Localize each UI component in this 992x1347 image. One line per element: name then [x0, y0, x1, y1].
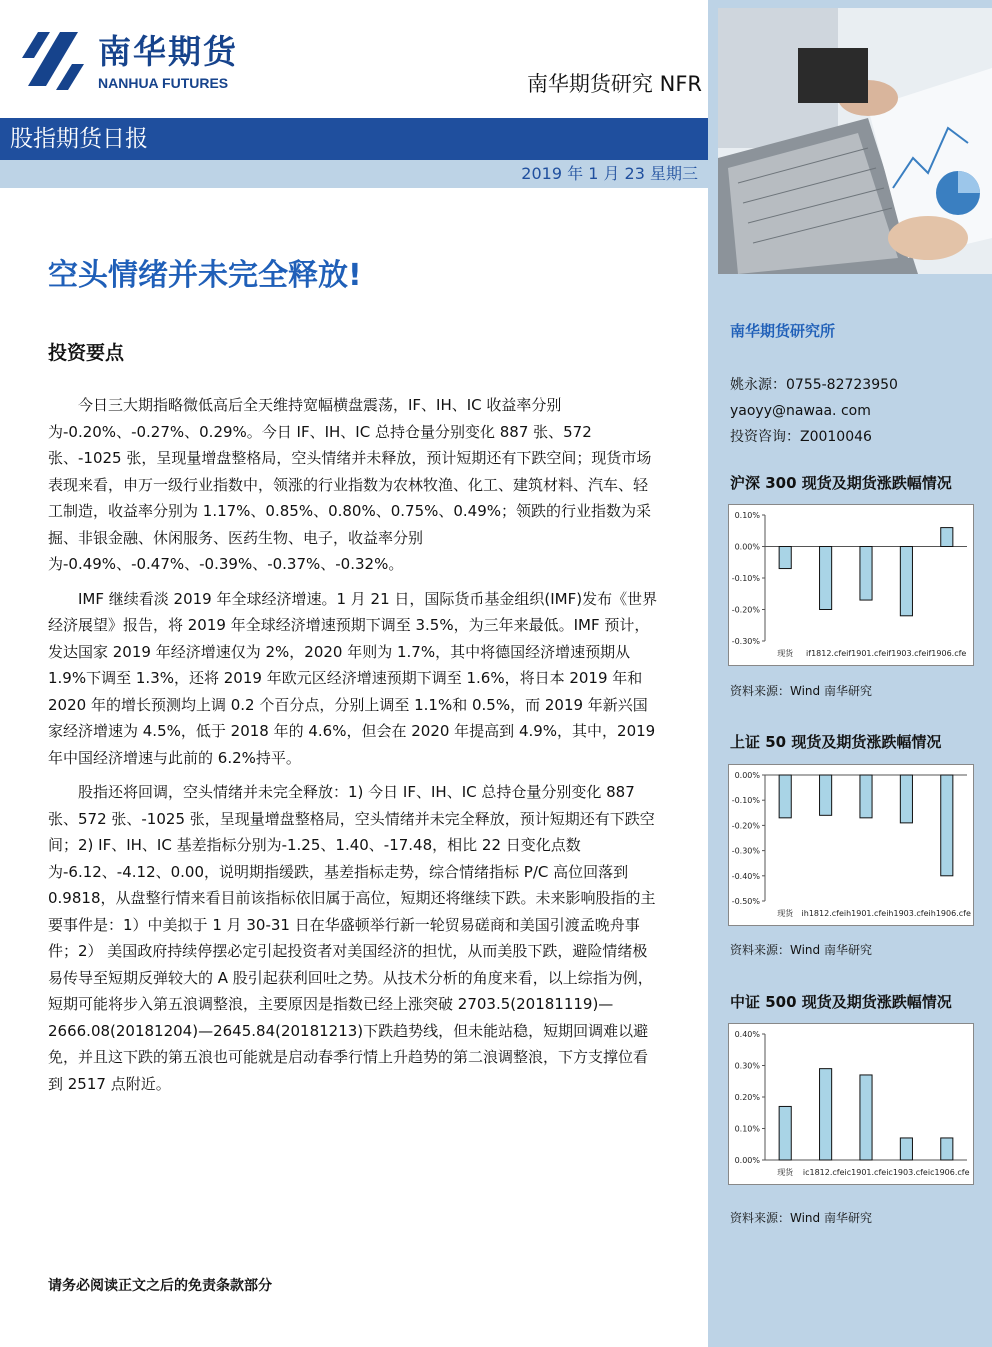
y-tick-label: -0.50% — [731, 897, 760, 906]
y-tick-label: -0.40% — [731, 871, 760, 881]
x-tick-label: ic1812.cfeic1901.cfeic1903.cfeic1906.cfe — [802, 1168, 970, 1177]
y-tick-label: 0.00% — [734, 542, 760, 552]
section-title: 投资要点 — [48, 342, 125, 364]
chart-title: 上证 50 现货及期货涨跌幅情况 — [730, 733, 942, 751]
analyst-name-phone: 姚永源：0755-82723950 — [730, 377, 898, 393]
y-tick-label: -0.10% — [731, 796, 760, 806]
laptop-chart-photo-icon — [718, 8, 992, 274]
x-tick-label: ih1812.cfeih1901.cfeih1903.cfeih1906.cfe — [801, 909, 971, 918]
bar — [779, 547, 791, 569]
bar — [900, 1138, 912, 1160]
bar — [820, 775, 832, 815]
bar — [900, 775, 912, 823]
y-tick-label: -0.20% — [731, 605, 760, 615]
y-tick-label: 0.30% — [734, 1061, 760, 1071]
chart-title: 中证 500 现货及期货涨跌幅情况 — [730, 993, 952, 1011]
chart-source: 资料来源：Wind 南华研究 — [730, 943, 872, 957]
bar — [900, 547, 912, 616]
logo-chinese-name: 南华期货 — [98, 32, 238, 71]
bar — [779, 1106, 791, 1160]
bar — [860, 547, 872, 601]
headline: 空头情绪并未完全释放! — [48, 258, 362, 293]
bar — [820, 547, 832, 610]
y-tick-label: -0.30% — [731, 637, 760, 646]
bar — [860, 775, 872, 818]
report-type: 股指期货日报 — [10, 126, 148, 152]
chart-source: 资料来源：Wind 南华研究 — [730, 684, 872, 698]
bar — [820, 1069, 832, 1160]
paragraph: 今日三大期指略微低高后全天维持宽幅横盘震荡，IF、IH、IC 收益率分别为-0.20%、-0.27%、0.29%。今日 IF、IH、IC 总持仓量分别变化 887 张、572 张、-1025 张，呈现量增盘整格局，空头情绪并未释放，预计短期还有下跌空间；现货市场表现来看，申万一级行业指数中，领涨的行业指数为农林牧渔、化工、建筑材料、汽车、轻工制造，收益率分别为 1.17%、0.85%、0.80%、0.75%、0.49%；领跌的行业指数为采掘、非银金融、休闲服务、医药生物、电子，收益率分别为-0.49%、-0.47%、-0.39%、-0.37%、-0.32%。 — [48, 396, 652, 573]
research-institute: 南华期货研究所 — [730, 322, 836, 340]
x-tick-label: 现货 — [777, 1168, 794, 1177]
analyst-contact — [730, 372, 898, 450]
nanhua-logo-icon — [20, 28, 86, 94]
chart-zz500 — [728, 1023, 974, 1185]
logo-english-name: NANHUA FUTURES — [98, 75, 229, 91]
y-tick-label: -0.20% — [731, 821, 760, 831]
body-text — [48, 392, 662, 1105]
x-tick-label: 现货 — [777, 649, 794, 658]
analyst-email: yaoyy@nawaa. com — [730, 403, 871, 419]
chart-zz500-svg — [729, 1024, 973, 1184]
chart-sz50 — [728, 764, 974, 926]
y-tick-label: -0.10% — [731, 574, 760, 583]
paragraph: IMF 继续看淡 2019 年全球经济增速。1 月 21 日，国际货币基金组织(IMF)发布《世界经济展望》报告，将 2019 年全球经济增速预期下调至 3.5%，为三年来最低。IMF 预计，发达国家 2019 年经济增速仅为 2%，2020 年则为 1.7%，其中将德国经济增速预期从 1.9%下调至 1.3%，还将 2019 年欧元区经济增速预期下调至 1.6%，将日本 2019 年和 2020 年的增长预测均上调 0.2 个百分点，分别上调至 1.1%和 0.5%，而 2019 年新兴国家经济增速为 4.5%，低于 2018 年的 4.6%，但会在 2020 年提高到 4.9%，其中，2019 年中国经济增速与此前的 6.2%持平。 — [48, 589, 658, 767]
y-tick-label: -0.30% — [731, 846, 760, 856]
x-tick-label: 现货 — [777, 909, 794, 918]
research-label: 南华期货研究 NFR — [526, 72, 702, 96]
y-tick-label: 0.20% — [734, 1093, 760, 1102]
chart-hs300 — [728, 504, 974, 666]
y-tick-label: 0.00% — [734, 1156, 760, 1165]
chart-source: 资料来源：Wind 南华研究 — [730, 1211, 872, 1225]
analyst-license: 投资咨询：Z0010046 — [730, 429, 872, 445]
chart-title: 沪深 300 现货及期货涨跌幅情况 — [730, 474, 952, 492]
chart-sz50-svg — [729, 765, 973, 925]
y-tick-label: 0.40% — [734, 1030, 760, 1039]
report-date: 2019 年 1 月 23 星期三 — [521, 164, 698, 183]
paragraph: 股指还将回调，空头情绪并未完全释放：1) 今日 IF、IH、IC 总持仓量分别变化 887 张、572 张、-1025 张，呈现量增盘整格局，空头情绪并未完全释放，预计短期还有下跌空间；2) IF、IH、IC 基差指标分别为-1.25、1.40、-17.48，相比 22 日变化点数为-6.12、-4.12、0.00，说明期指缓跌，基差指标走势，综合情绪指标 P/C 高位回落到 0.9818，从盘整行情来看目前该指标依旧属于高位，短期还将继续下跌。未来影响股指的主要事件是：1）中美拟于 1 月 30-31 日在华盛顿举行新一轮贸易磋商和美国引渡孟晚舟事件；2） 美国政府持续停摆必定引起投资者对美国经济的担忧，从而美股下跌，避险情绪极易传导至短期反弹较大的 A 股引起获利回吐之势。从技术分析的角度来看，以上综指为例，短期可能将步入第五浪调整浪，主要原因是指数已经上涨突破 2703.5(20181119)—2666.08(20181204)—2645.84(20181213)下跌趋势线，但未能站稳，短期回调难以避免，并且这下跌的第五浪也可能就是启动春季行情上升趋势的第二浪调整浪，下方支撑位看到 2517 点附近。 — [48, 783, 656, 1093]
bar — [779, 775, 791, 818]
disclaimer-note: 请务必阅读正文之后的免责条款部分 — [48, 1278, 272, 1294]
y-tick-label: 0.10% — [734, 511, 760, 520]
bar — [860, 1075, 872, 1160]
y-tick-label: 0.10% — [734, 1124, 760, 1134]
y-tick-label: 0.00% — [734, 771, 760, 780]
chart-hs300-svg — [729, 505, 973, 665]
bar — [941, 528, 953, 547]
bar — [941, 775, 953, 876]
bar — [941, 1138, 953, 1160]
x-tick-label: if1812.cfeif1901.cfeif1903.cfeif1906.cfe — [806, 649, 967, 658]
